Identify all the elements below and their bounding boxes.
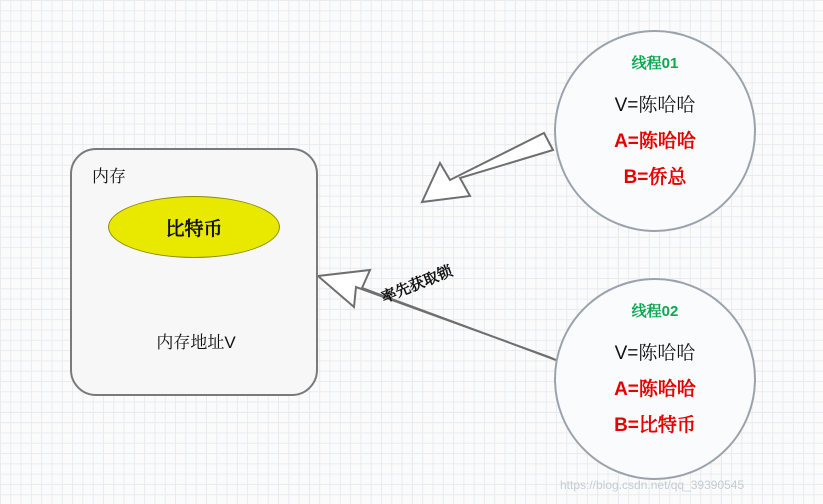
thread-01-node — [554, 30, 756, 232]
thread-02-node — [554, 278, 756, 480]
watermark-text: https://blog.csdn.net/qq_39390545 — [560, 478, 745, 492]
bitcoin-label: 比特币 — [165, 218, 223, 240]
memory-address-label: 内存地址V — [156, 333, 236, 352]
thread-01-title: 线程01 — [631, 55, 679, 72]
thread-01-b: B=侨总 — [623, 167, 687, 188]
thread-02-a: A=陈哈哈 — [614, 379, 696, 400]
thread-02-title: 线程02 — [631, 303, 679, 320]
thread-02-b: B=比特币 — [614, 415, 696, 436]
thread-01-values — [556, 90, 754, 198]
bitcoin-node — [108, 196, 280, 258]
thread-02-values — [556, 338, 754, 446]
thread-02-v: V=陈哈哈 — [614, 343, 696, 364]
thread-01-a: A=陈哈哈 — [614, 131, 696, 152]
thread01-to-memory-arrow — [422, 133, 553, 202]
memory-label: 内存 — [92, 167, 126, 186]
thread-01-v: V=陈哈哈 — [614, 95, 696, 116]
lock-acquired-annotation: 率先获取锁 — [379, 262, 456, 307]
